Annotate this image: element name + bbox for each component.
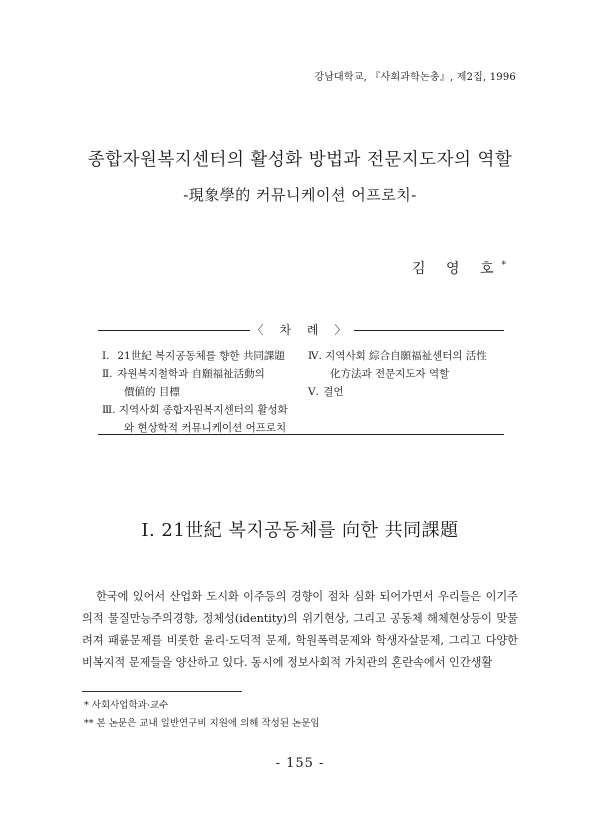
toc-item-text-continued: 와 현상학적 커뮤니케이션 어프로치 <box>124 422 287 434</box>
toc-heading: 〈 차 례 〉 <box>250 320 354 340</box>
toc-left-column <box>102 347 302 437</box>
body-text <box>82 586 518 674</box>
footnote-divider <box>82 691 242 692</box>
toc-right-column <box>308 347 504 401</box>
paper-subtitle: -現象學的 커뮤니케이션 어프로치- <box>183 186 417 204</box>
footnote-2: ** 본 논문은 교내 일반연구비 지원에 의해 작성된 논문임 <box>84 718 320 729</box>
toc-item-text: 지역사회 종합자원복지센터의 활성화 <box>118 404 288 416</box>
footnote-1: * 사회사업학과·교수 <box>84 700 169 711</box>
toc-item-number: Ⅰ. <box>102 350 110 362</box>
table-of-contents <box>98 323 504 435</box>
toc-item-number: Ⅲ. <box>102 404 116 416</box>
journal-header: 강남대학교, 『사회과학논총』, 제2집, 1996 <box>314 72 516 83</box>
toc-item-text: 결언 <box>323 386 344 398</box>
toc-item-3 <box>102 401 302 419</box>
toc-item-number: Ⅴ. <box>308 386 319 398</box>
toc-item-2-continued <box>102 383 302 401</box>
toc-item-4-continued <box>308 365 504 383</box>
footnotes <box>84 697 320 733</box>
toc-item-number: Ⅳ. <box>308 350 322 362</box>
toc-item-1 <box>102 347 302 365</box>
toc-item-5 <box>308 383 504 401</box>
author-footnote-mark: * <box>501 260 506 271</box>
body-paragraph: 한국에 있어서 산업화 도시화 이주등의 경향이 점차 심화 되어가면서 우리들은 이기주의적 물질만능주의경향, 정체성(identity)의 위기현상, 그리고 공동체 해체현상등이 맞물려져 패륜문제를 비롯한 윤리·도덕적 문제, 학원폭력문제와 학생자살문제, 그리고 다양한 비복지적 문제들을 양산하고 있다. 동시에 정보사회적 가치관의 혼란속에서 인간생활 <box>82 590 518 669</box>
toc-item-number: Ⅱ. <box>102 368 113 380</box>
toc-item-text: 21世紀 복지공동체를 향한 共同課題 <box>117 350 285 362</box>
toc-item-text: 자원복지철학과 自願福祉活動의 <box>117 368 265 380</box>
paper-title: 종합자원복지센터의 활성화 방법과 전문지도자의 역할 <box>87 150 513 170</box>
toc-item-text: 지역사회 綜合自願福祉센터의 活性 <box>325 350 487 362</box>
toc-item-4 <box>308 347 504 365</box>
page-number: - 155 - <box>275 756 325 771</box>
section-heading: Ⅰ. 21世紀 복지공동체를 向한 共同課題 <box>141 520 459 541</box>
author-name: 김 영 호 <box>412 261 502 277</box>
toc-item-text-continued: 化方法과 전문지도자 역할 <box>330 368 450 380</box>
toc-item-3-continued <box>102 419 302 437</box>
author <box>412 258 506 278</box>
toc-item-2 <box>102 365 302 383</box>
toc-item-text-continued: 價値的 目標 <box>124 386 180 398</box>
